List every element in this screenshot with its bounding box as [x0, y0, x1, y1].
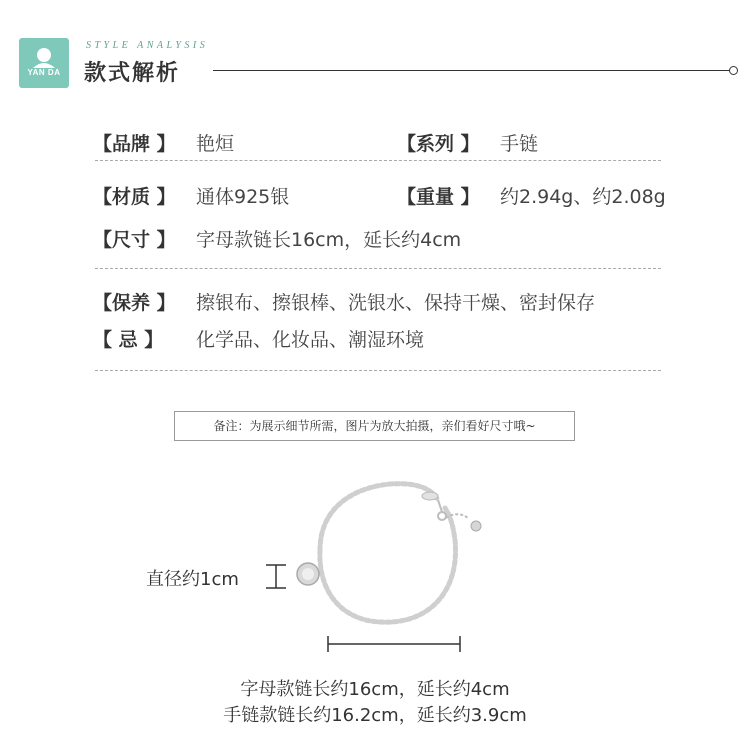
series-label: 【系列 】	[397, 133, 480, 155]
avoid-value: 化学品、化妆品、潮湿环境	[196, 329, 425, 351]
section-title: 款式解析	[84, 61, 181, 86]
diameter-marker	[264, 563, 288, 591]
care-label: 【保养 】	[93, 292, 176, 314]
divider-end-dot	[729, 66, 738, 75]
size-value: 字母款链长16cm，延长约4cm	[196, 229, 462, 251]
brand-label: 【品牌 】	[93, 133, 176, 155]
weight-label: 【重量 】	[397, 186, 480, 208]
brand-logo	[19, 38, 69, 88]
note-box: 备注：为展示细节所需，图片为放大拍摄，亲们看好尺寸哦~	[174, 411, 575, 441]
size-label: 【尺寸 】	[93, 229, 176, 251]
series-value: 手链	[500, 133, 539, 155]
diameter-label: 直径约1cm	[146, 569, 239, 590]
weight-value: 约2.94g、约2.08g	[500, 186, 666, 208]
row-divider	[95, 268, 661, 269]
caption-letter-style: 字母款链长约16cm，延长约4cm	[240, 679, 510, 700]
row-divider	[95, 160, 661, 161]
caption-bracelet-style: 手链款链长约16.2cm，延长约3.9cm	[223, 705, 527, 726]
length-marker	[326, 634, 464, 654]
header-divider	[213, 70, 730, 71]
brand-value: 艳烜	[196, 133, 235, 155]
row-divider	[95, 370, 661, 371]
material-label: 【材质 】	[93, 186, 176, 208]
care-value: 擦银布、擦银棒、洗银水、保持干燥、密封保存	[196, 292, 596, 314]
material-value: 通体925银	[196, 186, 290, 208]
avoid-label: 【 忌 】	[93, 329, 164, 351]
silhouette-icon	[19, 38, 69, 88]
logo-text: YAN DA	[27, 68, 61, 77]
section-subtitle: STYLE ANALYSIS	[86, 40, 209, 51]
